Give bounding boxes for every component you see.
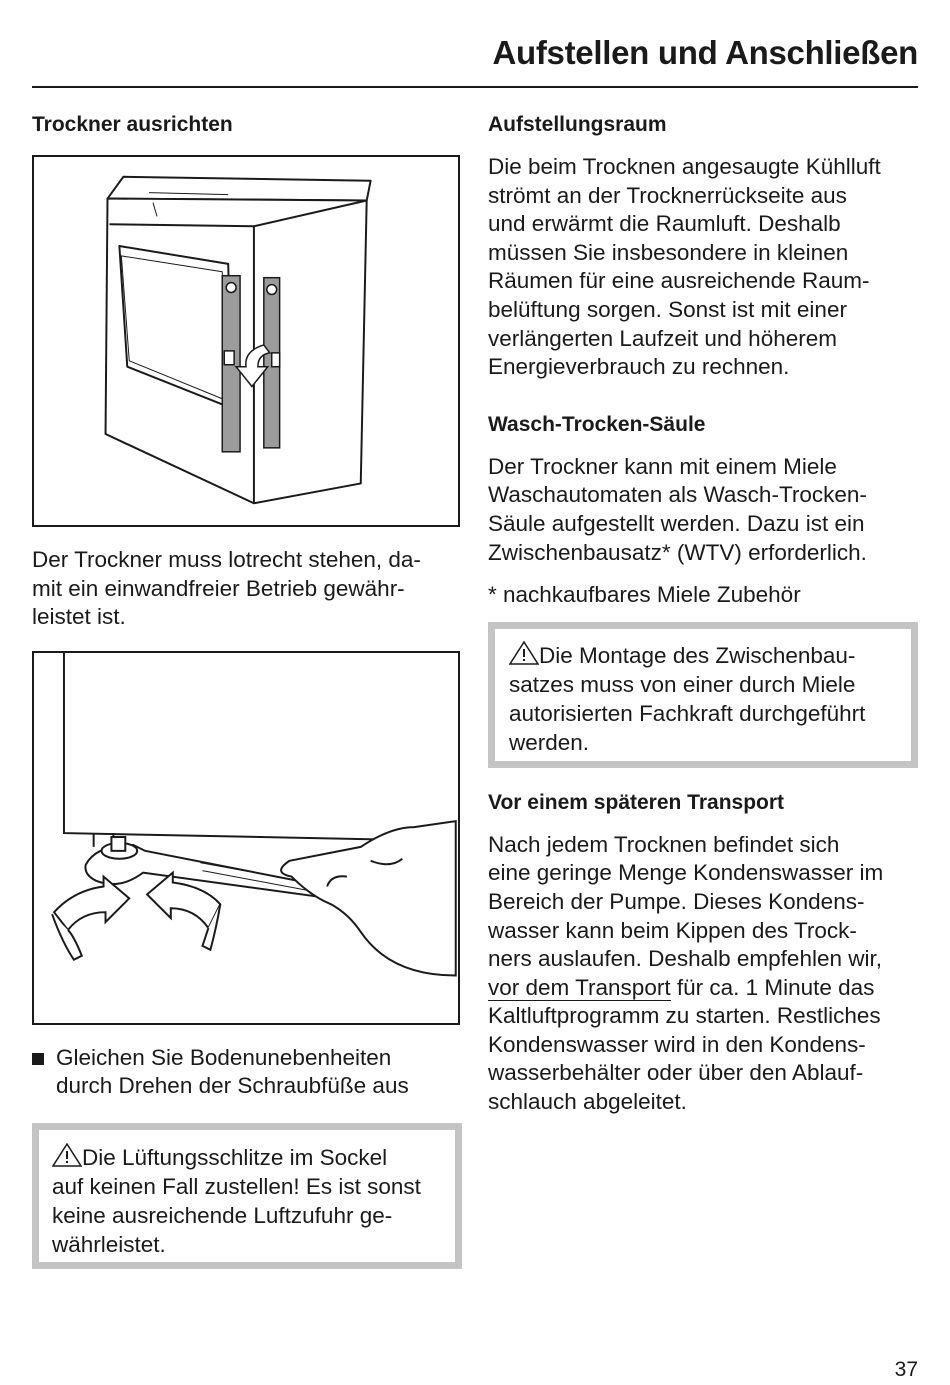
screw-foot-illustration bbox=[32, 651, 460, 1025]
footnote-zubehoer: * nachkaufbares Miele Zubehör bbox=[488, 582, 801, 608]
header-rule bbox=[32, 86, 918, 88]
dryer-level-illustration bbox=[32, 155, 460, 527]
paragraph-wasch-trocken-saeule: Der Trockner kann mit einem Miele Waschautomaten als Wasch-Trocken- Säule aufgestellt werden. Dazu ist ein Zwischenbausatz* (WTV) erforderlich. bbox=[488, 453, 867, 565]
heading-transport: Vor einem späteren Transport bbox=[488, 790, 785, 814]
warning-triangle-icon bbox=[509, 641, 539, 665]
underlined-transport-phrase: vor dem Transport bbox=[488, 974, 671, 1000]
heading-aufstellungsraum: Aufstellungsraum bbox=[488, 113, 667, 136]
warning-box-ventilation: Die Lüftungsschlitze im Sockel auf keinen Fall zustellen! Es ist sonst keine ausreichende Luftzufuhr ge- währleistet. bbox=[32, 1123, 462, 1269]
dryer-illustration-svg bbox=[34, 157, 458, 525]
screw-foot-illustration-svg bbox=[34, 653, 458, 1023]
right-column bbox=[488, 110, 920, 1117]
page-number: 37 bbox=[894, 1358, 918, 1381]
page-title: Aufstellen und Anschließen bbox=[492, 34, 918, 71]
bullet-text: Gleichen Sie Bodenunebenheiten durch Drehen der Schraubfüße aus bbox=[56, 1044, 409, 1099]
bullet-adjust-feet bbox=[32, 1044, 462, 1101]
heading-wasch-trocken-saeule: Wasch-Trocken-Säule bbox=[488, 412, 706, 436]
paragraph-aufstellungsraum: Die beim Trocknen angesaugte Kühlluft strömt an der Trocknerrückseite aus und erwärmt die Raumluft. Deshalb müssen Sie insbesondere in kleinen Räumen für eine ausreichende Raum- belüftung sorgen. Sonst ist mit einer verlängerten Laufzeit und höherem Energieverbrauch zu rechnen. bbox=[488, 154, 881, 380]
left-column bbox=[32, 110, 462, 1269]
left-paragraph: Der Trockner muss lotrecht stehen, da- mit ein einwandfreier Betrieb gewähr- leistet ist. bbox=[32, 547, 421, 630]
heading-trockner-ausrichten: Trockner ausrichten bbox=[32, 113, 233, 136]
paragraph-transport: Nach jedem Trocknen befindet sich eine geringe Menge Kondenswasser im Bereich der Pumpe. Dieses Kondens- wasser kann beim Kippen des Trock- ners auslaufen. Deshalb empfehlen wir, vor dem Transport für ca. 1 Minute das Kaltluftprogramm zu starten. Restliches Kondenswasser wird in den Kondens- wasserbehälter oder über den Ablauf- schlauch abgeleitet. bbox=[488, 831, 884, 1115]
warning-box-montage: Die Montage des Zwischenbau- satzes muss von einer durch Miele autorisierten Fachkraft durchgeführt werden. bbox=[488, 622, 918, 768]
warning-triangle-icon bbox=[52, 1143, 82, 1167]
square-bullet-icon bbox=[32, 1053, 44, 1065]
